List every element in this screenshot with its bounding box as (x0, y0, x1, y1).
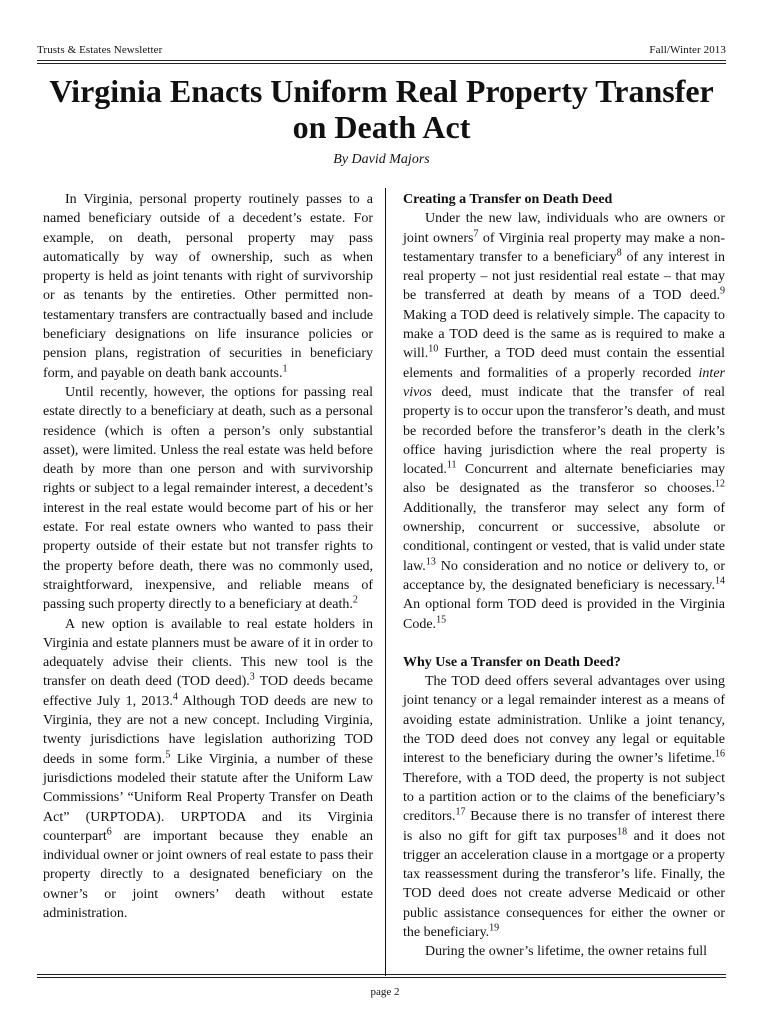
footnote-ref[interactable]: 12 (715, 478, 725, 490)
footnote-ref[interactable]: 15 (436, 613, 447, 625)
byline: By David Majors (333, 152, 430, 167)
footnote-ref[interactable]: 18 (617, 825, 628, 837)
footnote-ref[interactable]: 8 (616, 247, 622, 259)
title-line-2: on Death Act (292, 109, 471, 145)
footnote-ref[interactable]: 13 (425, 555, 436, 567)
footnote-ref[interactable]: 11 (446, 459, 457, 471)
footer-rule-top (37, 974, 726, 975)
title-line-1: Virginia Enacts Uniform Real Property Transfer (49, 73, 714, 109)
column-divider (385, 188, 386, 976)
footnote-ref[interactable]: 6 (106, 826, 112, 838)
issue-date: Fall/Winter 2013 (649, 44, 726, 56)
footer-rule-bottom (37, 977, 726, 978)
page-number: page 2 (370, 986, 400, 998)
paragraph: Until recently, however, the options for passing real estate directly to a beneficiary at death, such as a personal residence (which is often a person’s only substantial asset), were limited. Unless the real estate was held before death by more than one person and with survivorship rights or subject to a legal remainder interest, a decedent’s interest in the real estate would become part of his or her estate. For real estate owners who wanted to pass their property outside of their estate but not transfer rights to the property before death, there was no commonly used, straightforward, inexpensive, and reliable means of passing such property directly to a beneficiary at death.$^2$ (43, 384, 373, 613)
newsletter-name: Trusts & Estates Newsletter (37, 44, 163, 56)
footnote-ref[interactable]: 17 (455, 806, 466, 818)
header-rule-top (37, 60, 726, 61)
paragraph: During the owner’s lifetime, the owner retains full (425, 944, 707, 960)
footnote-ref[interactable]: 3 (249, 671, 255, 683)
footnote-ref[interactable]: 7 (473, 227, 479, 239)
paragraph: Under the new law, individuals who are owners or joint owners$^7$ of Virginia real property may make a non-testamentary transfer to a beneficiary$^8$ of any interest in real property – not just residential real estate – that may be transferred at death by means of a TOD deed.$^9$ Making a TOD deed is relatively simple. The capacity to make a TOD deed is the same as is required to make a will.$^{10}$ Further, a TOD deed must contain the essential elements and formalities of a properly recorded inter vivos deed, must indicate that the transfer of real property is to occur upon the transferor’s death, and must be recorded before the transferor’s death in the clerk’s office having jurisdiction where the real property is located.$^{11}$ Concurrent and alternate beneficiaries may also be designated as the transferor so chooses.$^{12}$ Additionally, the transferor may select any form of ownership, concurrent or successive, absolute or conditional, contingent or vested, that is valid under state law.$^{13}$ No consideration and no notice or delivery to, or acceptance by, the designated beneficiary is necessary.$^{14}$ An optional form TOD deed is provided in the Virginia Code.$^{15}$ (403, 211, 725, 632)
header-rule-bottom (37, 63, 726, 64)
footnote-ref[interactable]: 14 (715, 575, 725, 587)
footnote-ref[interactable]: 9 (720, 285, 725, 297)
left-column (43, 190, 373, 923)
footnote-ref[interactable]: 4 (172, 691, 178, 703)
footnote-ref[interactable]: 5 (165, 748, 171, 760)
footnote-ref[interactable]: 10 (428, 343, 439, 355)
right-column (403, 190, 725, 962)
section-heading: Creating a Transfer on Death Deed (403, 192, 613, 207)
footnote-ref[interactable]: 16 (715, 748, 725, 760)
footnote-ref[interactable]: 2 (352, 594, 358, 606)
paragraph: A new option is available to real estate holders in Virginia and estate planners must be aware of it in order to adequately advise their clients. This new tool is the transfer on death deed (TOD deed).$^3$ TOD deeds became effective July 1, 2013.$^4$ Although TOD deeds are new to Virginia, they are not a new concept. Including Virginia, twenty jurisdictions have legislation authorizing TOD deeds in some form.$^5$ Like Virginia, a number of these jurisdictions modeled their statute after the Uniform Law Commissions’ “Uniform Real Property Transfer on Death Act” (URPTODA). URPTODA and its Virginia counterpart$^6$ are important because they enable an individual owner or joint owners of real estate to pass their property directly to a designated beneficiary on the owner’s or joint owners’ death without estate administration. (43, 616, 374, 921)
article-title (37, 73, 726, 145)
footnote-ref[interactable]: 1 (282, 363, 288, 375)
paragraph: In Virginia, personal property routinely passes to a named beneficiary outside of a decedent’s estate. For example, on death, personal property may pass automatically by way of ownership, such as when property is held as joint tenants with right of survivorship or as tenants by the entireties. Other permitted non-testamentary transfers are contractually based and include beneficiary designations on life insurance policies or pension plans, registration of securities in beneficiary form, and payable on death bank accounts.$^1$ (43, 192, 373, 381)
footnote-ref[interactable]: 19 (489, 922, 500, 934)
section-heading: Why Use a Transfer on Death Deed? (403, 654, 621, 670)
paragraph: The TOD deed offers several advantages over using joint tenancy or a legal remainder interest as a means of avoiding estate administration. Unlike a joint tenancy, the TOD deed does not convey any legal or equitable interest to the beneficiary during the owner’s lifetime.$^{16}$ Therefore, with a TOD deed, the property is not subject to a partition action or to the claims of the beneficiary’s creditors.$^{17}$ Because there is no transfer of interest there is also no gift for gift tax purposes$^{18}$ and it does not trigger an acceleration clause in a mortgage or a property tax reassessment during the transferor’s life. Finally, the TOD deed does not create adverse Medicaid or other public assistance consequences for either the owner or the beneficiary.$^{19}$ (403, 674, 725, 940)
